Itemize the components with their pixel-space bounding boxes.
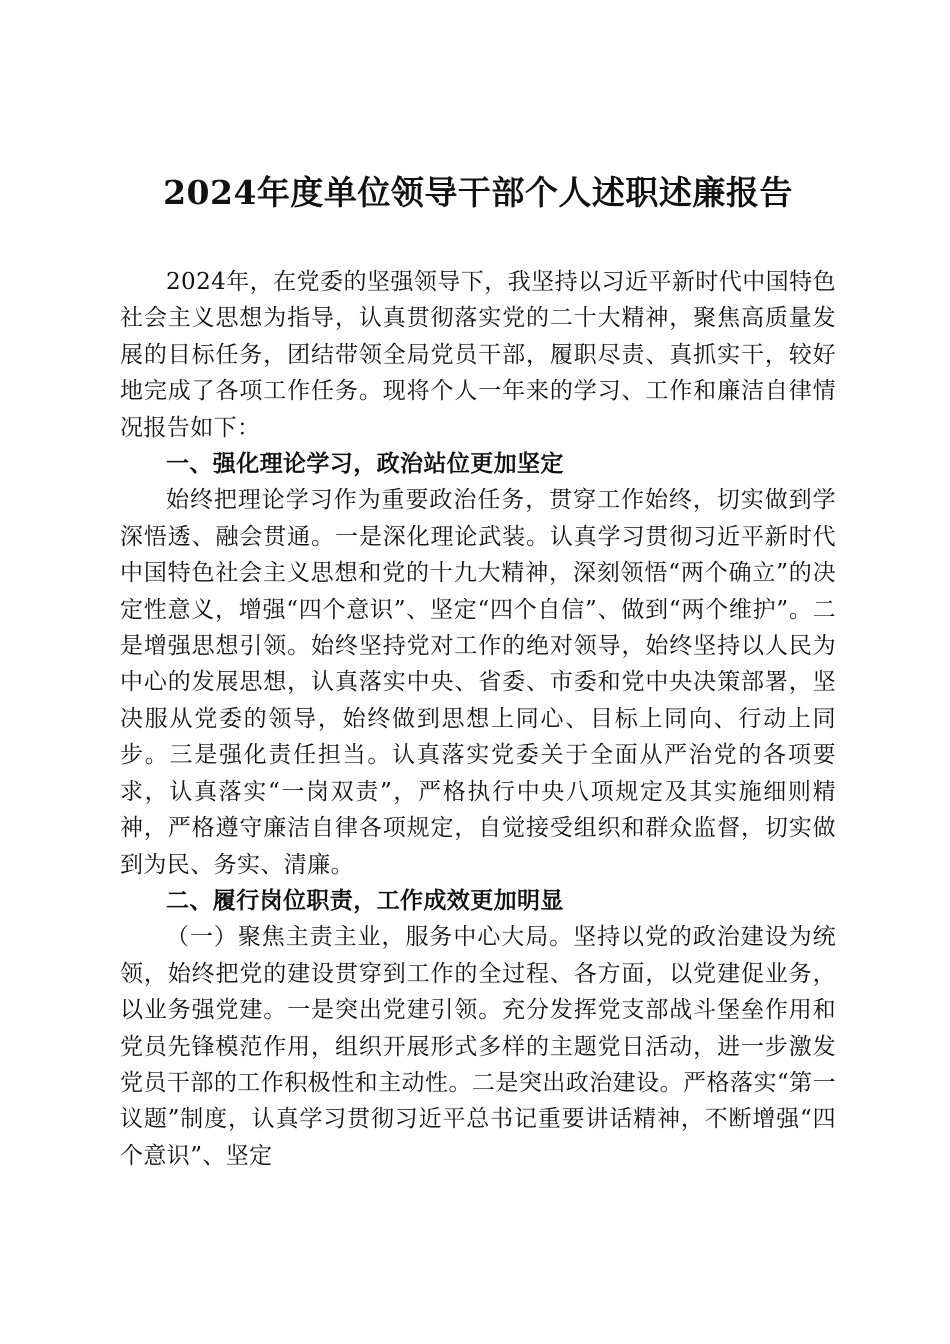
section-1 (120, 446, 836, 883)
section-heading: 一、强化理论学习，政治站位更加坚定 (166, 451, 564, 478)
section-paragraph: 始终把理论学习作为重要政治任务，贯穿工作始终，切实做到学深悟透、融会贯通。一是深化理论武装。认真学习贯彻习近平新时代中国特色社会主义思想和党的十九大精神，深刻领悟“两个确立”的决定性意义，增强“四个意识”、坚定“四个自信”、做到“两个维护”。二是增强思想引领。始终坚持党对工作的绝对领导，始终坚持以人民为中心的发展思想，认真落实中央、省委、市委和党中央决策部署，坚决服从党委的领导，始终做到思想上同心、目标上同向、行动上同步。三是强化责任担当。认真落实党委关于全面从严治党的各项要求，认真落实“一岗双责”，严格执行中央八项规定及其实施细则精神，严格遵守廉洁自律各项规定，自觉接受组织和群众监督，切实做到为民、务实、清廉。 (120, 487, 836, 878)
section-paragraph: （一）聚焦主责主业，服务中心大局。坚持以党的政治建设为统领，始终把党的建设贯穿到工作的全过程、各方面，以党建促业务，以业务强党建。一是突出党建引领。充分发挥党支部战斗堡垒作用和党员先锋模范作用，组织开展形式多样的主题党日活动，进一步激发党员干部的工作积极性和主动性。二是突出政治建设。严格落实“第一议题”制度，认真学习贯彻习近平总书记重要讲话精神，不断增强“四个意识”、坚定 (120, 924, 836, 1169)
document-title: 2024年度单位领导干部个人述职述廉报告 (163, 173, 793, 212)
intro-paragraph: 2024年，在党委的坚强领导下，我坚持以习近平新时代中国特色社会主义思想为指导，认真贯彻落实党的二十大精神，聚焦高质量发展的目标任务，团结带领全局党员干部，履职尽责、真抓实干，较好地完成了各项工作任务。现将个人一年来的学习、工作和廉洁自律情况报告如下： (120, 269, 836, 441)
section-heading: 二、履行岗位职责，工作成效更加明显 (166, 887, 564, 914)
document-page (120, 170, 836, 1174)
section-2 (120, 883, 836, 1174)
